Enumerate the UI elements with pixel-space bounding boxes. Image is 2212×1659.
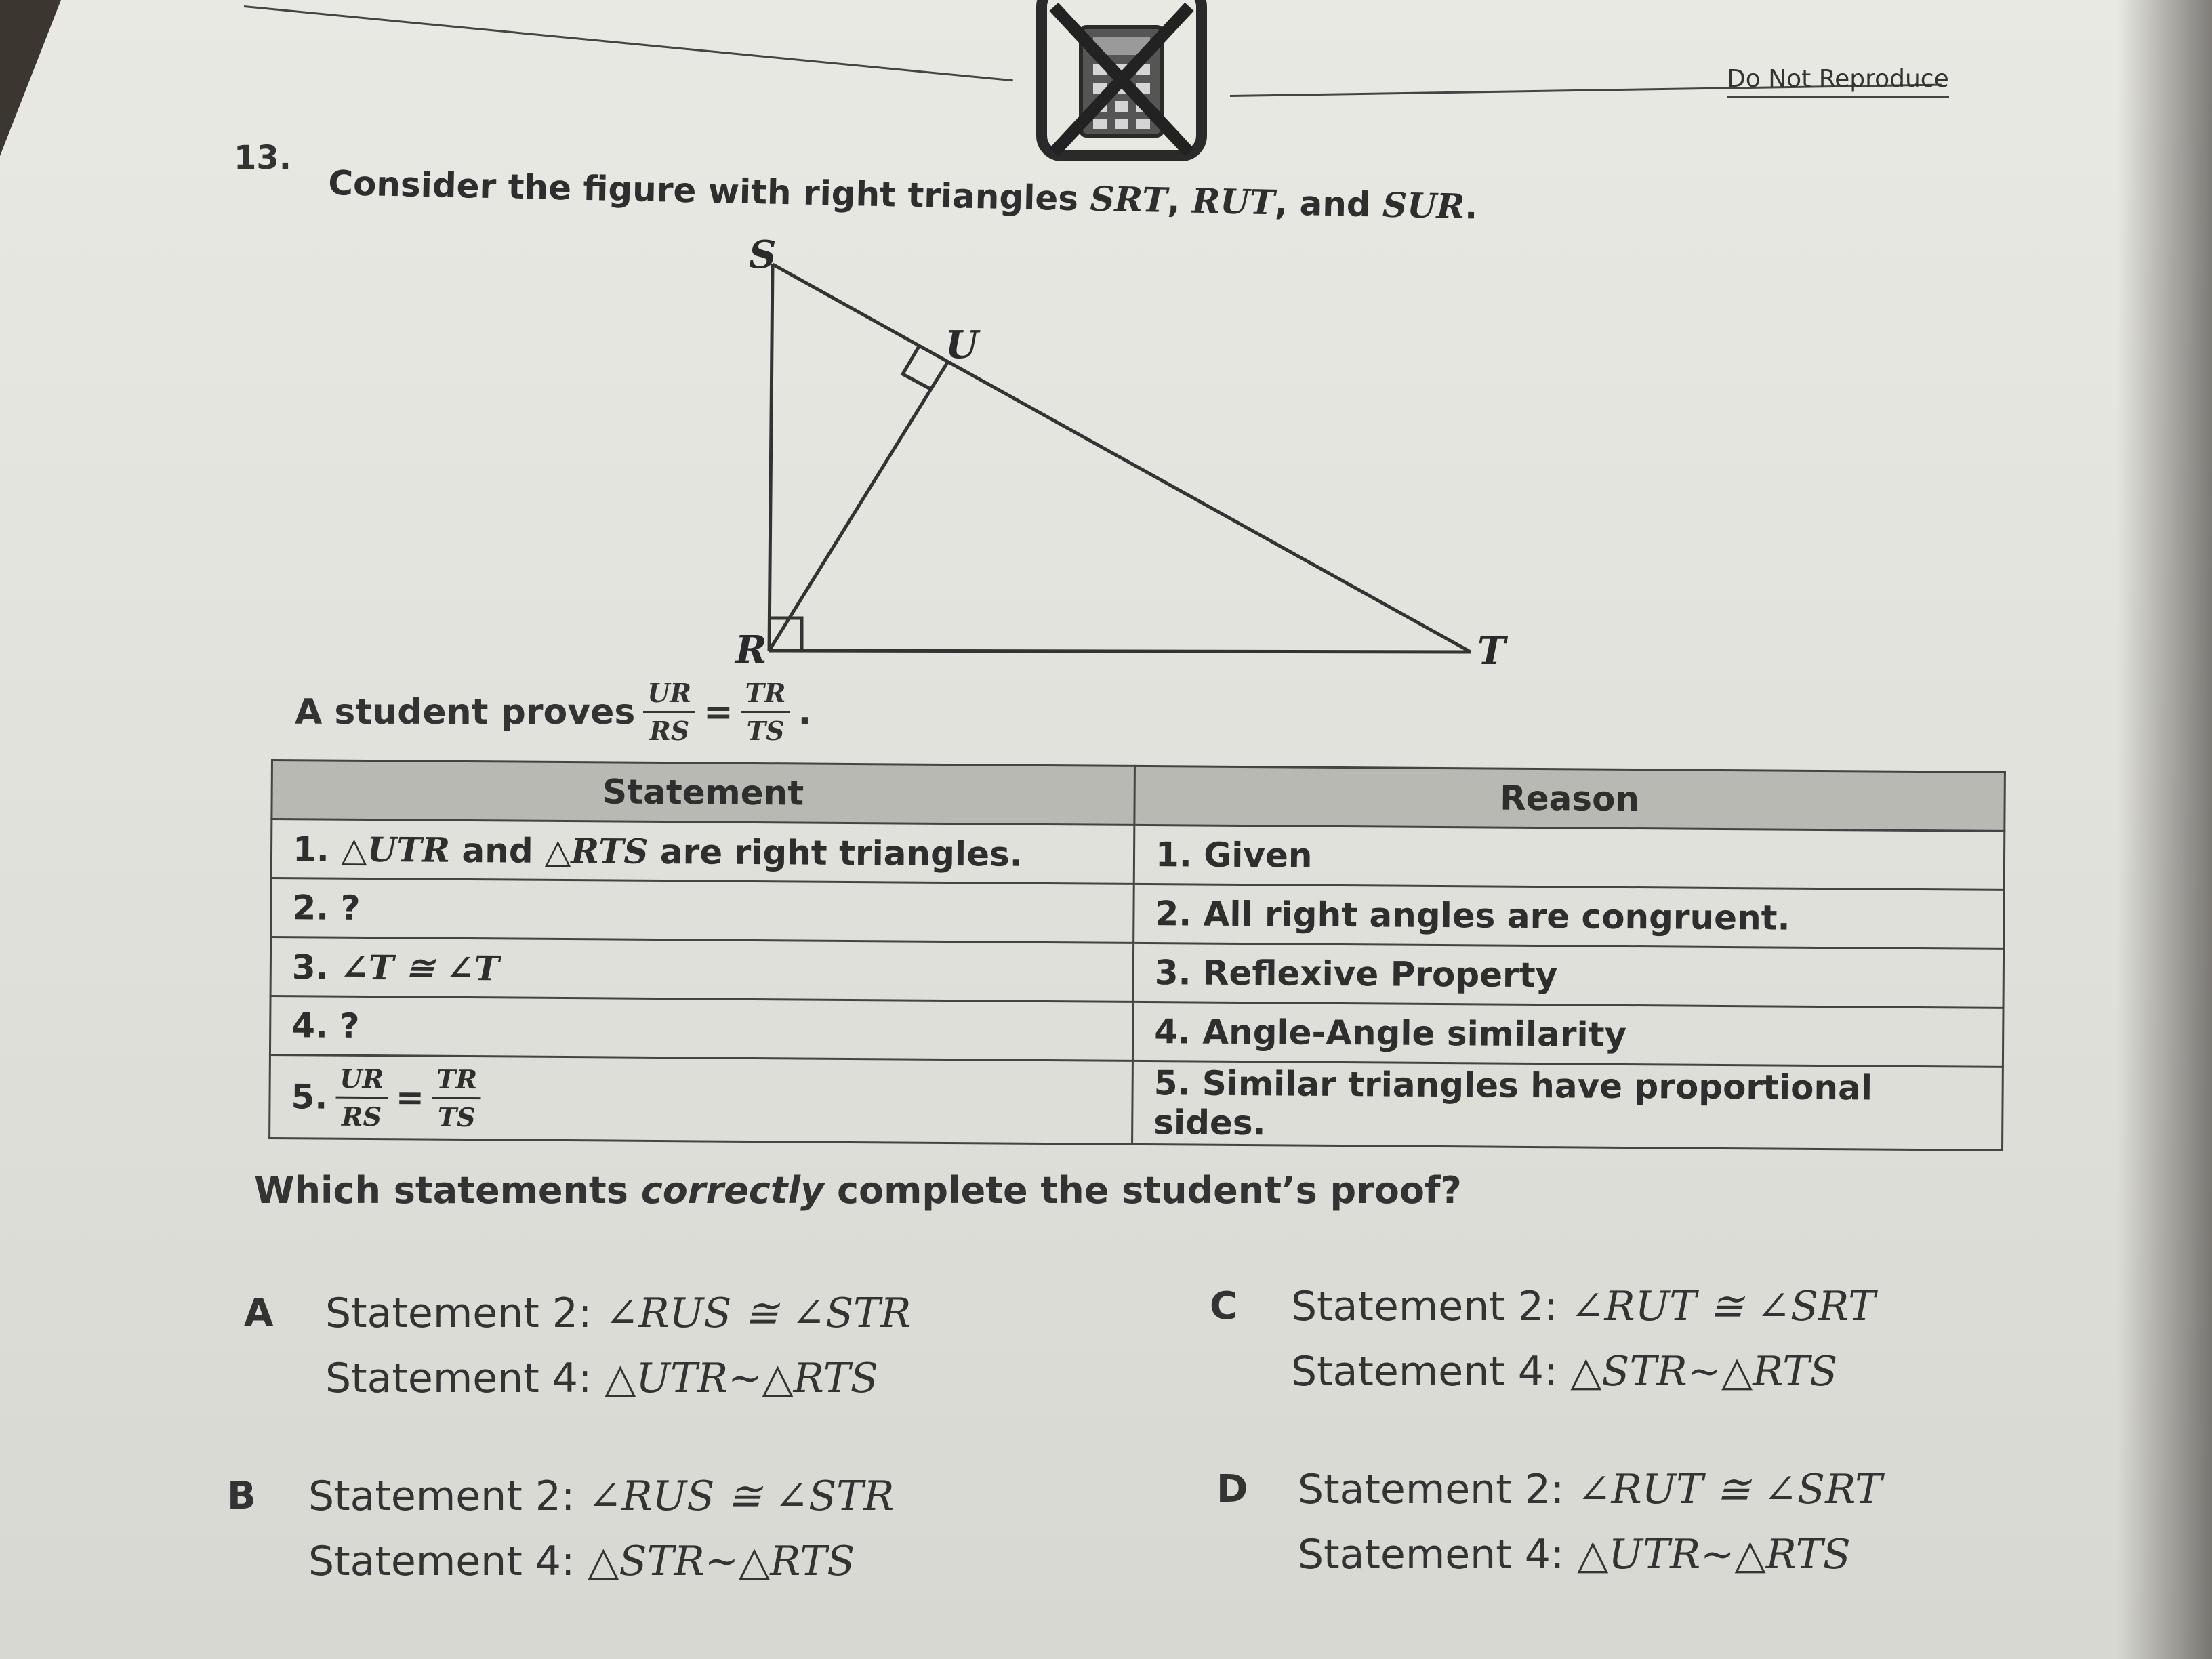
fraction-ur-rs bbox=[643, 678, 695, 746]
proves-statement bbox=[295, 678, 811, 746]
fraction-denominator: RS bbox=[649, 716, 690, 746]
statement-cell: 4. ? bbox=[270, 996, 1133, 1061]
statement-cell bbox=[271, 819, 1134, 884]
do-not-reproduce-note: Do Not Reproduce bbox=[1727, 65, 1949, 98]
label-t: T bbox=[1477, 629, 1506, 674]
choice-line bbox=[325, 1281, 911, 1346]
reason-header: Reason bbox=[1134, 766, 2005, 831]
fraction-denominator: TS bbox=[746, 716, 785, 746]
segment-sr bbox=[769, 264, 773, 651]
table-row bbox=[270, 1054, 2003, 1150]
choice-letter: C bbox=[1210, 1284, 1238, 1328]
right-angle-mark-u bbox=[903, 346, 932, 390]
statement-text: are right triangles. bbox=[648, 832, 1023, 874]
choice-letter: B bbox=[227, 1474, 256, 1518]
fraction-tr-ts bbox=[432, 1063, 482, 1132]
fraction-numerator: UR bbox=[335, 1063, 388, 1099]
fraction-ur-rs bbox=[335, 1063, 388, 1132]
reason-cell: 5. Similar triangles have proportional sides. bbox=[1132, 1061, 2003, 1150]
statement-cell: 2. ? bbox=[271, 878, 1134, 943]
choice-label: Statement 4: bbox=[325, 1355, 605, 1402]
choice-label: Statement 2: bbox=[308, 1473, 588, 1520]
choice-a[interactable] bbox=[244, 1281, 912, 1411]
label-u: U bbox=[945, 323, 979, 367]
prompt-separator: , and bbox=[1274, 183, 1383, 225]
label-s: S bbox=[749, 237, 777, 277]
choice-label: Statement 2: bbox=[1291, 1283, 1571, 1330]
fraction-numerator: TR bbox=[432, 1063, 481, 1099]
triangle-name: SRT bbox=[1089, 178, 1168, 220]
page-corner-shadow bbox=[0, 0, 61, 156]
label-r: R bbox=[735, 628, 767, 672]
choice-line bbox=[1291, 1339, 1875, 1404]
choice-label: Statement 2: bbox=[1298, 1466, 1578, 1513]
statement-number: 3. bbox=[291, 947, 341, 987]
equals-sign: = bbox=[395, 1078, 425, 1118]
proves-lead: A student proves bbox=[295, 691, 636, 733]
statement-text: and bbox=[449, 830, 546, 871]
choice-line bbox=[308, 1529, 894, 1594]
prompt-text: Consider the figure with right triangles bbox=[327, 163, 1091, 219]
question-before: Which statements bbox=[254, 1169, 641, 1212]
statement-header: Statement bbox=[272, 760, 1135, 825]
choice-math: ∠RUT ≅ ∠SRT bbox=[1577, 1466, 1883, 1513]
statement-math: ∠T ≅ ∠T bbox=[340, 947, 500, 988]
choice-d[interactable] bbox=[1216, 1457, 1883, 1587]
proves-end: . bbox=[798, 691, 812, 733]
choice-line bbox=[325, 1346, 911, 1411]
statement-number: 1. bbox=[292, 829, 342, 869]
fraction-denominator: TS bbox=[437, 1101, 476, 1132]
choice-label: Statement 4: bbox=[1291, 1348, 1571, 1395]
choice-label: Statement 2: bbox=[325, 1290, 605, 1337]
problem-prompt bbox=[328, 163, 1478, 227]
fraction-numerator: TR bbox=[741, 678, 790, 713]
statement-cell bbox=[270, 1054, 1133, 1144]
statement-math: △UTR bbox=[341, 829, 451, 870]
fraction-numerator: UR bbox=[643, 678, 695, 713]
choice-letter: A bbox=[244, 1291, 274, 1335]
choice-label: Statement 4: bbox=[308, 1538, 588, 1585]
choice-math: △STR~△RTS bbox=[588, 1538, 855, 1585]
question-emphasis: correctly bbox=[640, 1169, 825, 1212]
statement-math: △RTS bbox=[544, 830, 649, 872]
fraction-tr-ts bbox=[741, 678, 790, 746]
reason-cell: 4. Angle-Angle similarity bbox=[1132, 1002, 2003, 1067]
choice-c[interactable] bbox=[1210, 1274, 1876, 1404]
choice-line bbox=[1298, 1457, 1882, 1522]
choice-label: Statement 4: bbox=[1298, 1531, 1578, 1578]
segment-rt bbox=[769, 651, 1471, 652]
question-text bbox=[254, 1169, 1462, 1212]
segment-st bbox=[773, 264, 1471, 652]
triangle-name: RUT bbox=[1191, 180, 1275, 223]
no-calculator-icon bbox=[1033, 0, 1210, 163]
statement-cell bbox=[270, 937, 1134, 1002]
choice-math: △STR~△RTS bbox=[1570, 1348, 1838, 1395]
choice-math: ∠RUS ≅ ∠STR bbox=[605, 1290, 912, 1337]
fraction-denominator: RS bbox=[341, 1101, 382, 1132]
statement-number: 5. bbox=[291, 1077, 328, 1117]
problem-number: 13. bbox=[234, 139, 292, 177]
prompt-separator: , bbox=[1166, 180, 1193, 221]
reason-cell: 3. Reflexive Property bbox=[1133, 943, 2004, 1008]
choice-math: △UTR~△RTS bbox=[605, 1355, 878, 1402]
segment-ru bbox=[769, 363, 947, 651]
choice-line bbox=[1298, 1522, 1882, 1587]
choice-letter: D bbox=[1216, 1467, 1248, 1511]
choice-line bbox=[308, 1464, 894, 1529]
question-after: complete the student’s proof? bbox=[824, 1169, 1462, 1212]
choice-line bbox=[1291, 1274, 1875, 1339]
triangle-figure bbox=[712, 237, 1559, 684]
header-rule-left bbox=[244, 5, 1013, 81]
page-edge-shadow bbox=[2117, 0, 2212, 1659]
reason-cell: 2. All right angles are congruent. bbox=[1134, 884, 2005, 949]
reason-cell: 1. Given bbox=[1134, 825, 2005, 890]
triangle-name: SUR bbox=[1382, 184, 1465, 227]
proof-table bbox=[268, 759, 2006, 1151]
equals-sign: = bbox=[703, 691, 733, 733]
prompt-end: . bbox=[1464, 187, 1478, 227]
choice-math: ∠RUT ≅ ∠SRT bbox=[1570, 1283, 1876, 1330]
choice-math: ∠RUS ≅ ∠STR bbox=[588, 1473, 895, 1520]
choice-math: △UTR~△RTS bbox=[1577, 1531, 1851, 1578]
choice-b[interactable] bbox=[227, 1464, 895, 1594]
